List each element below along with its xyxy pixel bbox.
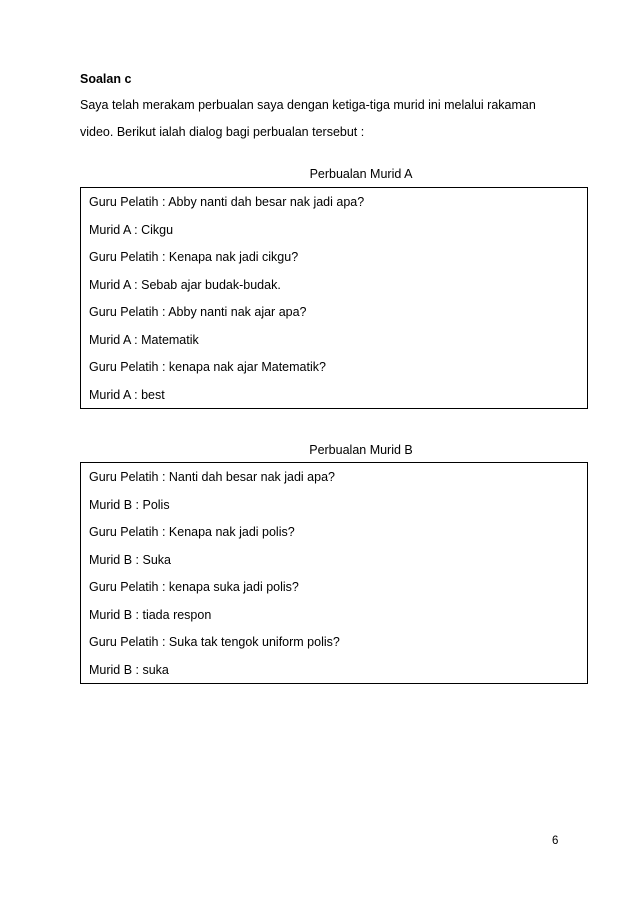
dialog-b-line: Murid B : Suka xyxy=(89,553,171,567)
dialog-a-line: Guru Pelatih : Abby nanti dah besar nak jadi apa? xyxy=(89,195,365,209)
dialog-b-line: Murid B : Polis xyxy=(89,498,170,512)
dialog-b-box xyxy=(80,462,588,684)
dialog-a-line: Murid A : best xyxy=(89,388,165,402)
section-heading: Soalan c xyxy=(80,72,132,86)
dialog-b-line: Murid B : tiada respon xyxy=(89,608,212,622)
dialog-b-line: Guru Pelatih : Nanti dah besar nak jadi apa? xyxy=(89,470,335,484)
dialog-a-line: Guru Pelatih : Kenapa nak jadi cikgu? xyxy=(89,250,299,264)
dialog-b-line: Guru Pelatih : kenapa suka jadi polis? xyxy=(89,580,299,594)
dialog-a-caption: Perbualan Murid A xyxy=(309,167,413,181)
intro-paragraph-line-1: Saya telah merakam perbualan saya dengan ketiga-tiga murid ini melalui rakaman xyxy=(80,98,536,112)
dialog-b-line: Murid B : suka xyxy=(89,663,169,677)
dialog-a-line: Guru Pelatih : kenapa nak ajar Matematik? xyxy=(89,360,326,374)
dialog-a-line: Murid A : Sebab ajar budak-budak. xyxy=(89,278,281,292)
page-number: 6 xyxy=(552,835,559,847)
dialog-a-box xyxy=(80,187,588,409)
dialog-a-line: Guru Pelatih : Abby nanti nak ajar apa? xyxy=(89,305,307,319)
dialog-a-line: Murid A : Matematik xyxy=(89,333,199,347)
dialog-b-line: Guru Pelatih : Kenapa nak jadi polis? xyxy=(89,525,295,539)
dialog-b-line: Guru Pelatih : Suka tak tengok uniform polis? xyxy=(89,635,340,649)
dialog-a-line: Murid A : Cikgu xyxy=(89,223,174,237)
dialog-b-caption: Perbualan Murid B xyxy=(309,443,413,457)
intro-paragraph-line-2: video. Berikut ialah dialog bagi perbualan tersebut : xyxy=(80,125,365,139)
